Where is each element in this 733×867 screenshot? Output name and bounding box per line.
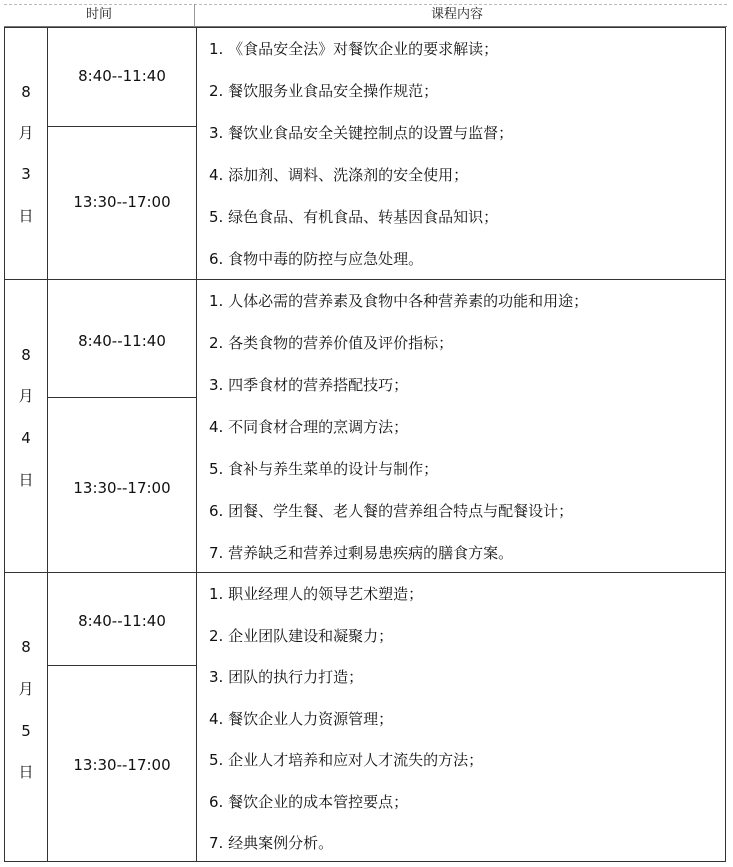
afternoon-time: 13:30--17:00 [73,193,171,211]
course-item: 3. 四季食材的营养搭配技巧； [209,376,409,394]
day-block-2 [4,279,726,573]
course-item: 5. 绿色食品、有机食品、转基因食品知识； [209,208,499,226]
course-item: 1. 人体必需的营养素及食物中各种营养素的功能和用途； [209,292,589,310]
course-item: 6. 食物中毒的防控与应急处理。 [209,250,424,268]
course-item: 2. 企业团队建设和凝聚力； [209,627,394,645]
morning-slot [48,573,196,666]
course-item: 3. 团队的执行力打造； [209,668,364,686]
morning-slot [48,28,196,127]
course-item: 2. 餐饮服务业食品安全操作规范； [209,82,439,100]
header-content-label: 课程内容 [431,7,484,22]
course-item: 7. 经典案例分析。 [209,834,334,852]
afternoon-slot [48,398,196,572]
time-cell [48,573,197,861]
morning-slot [48,280,196,398]
morning-time: 8:40--11:40 [78,332,166,350]
course-item: 6. 团餐、学生餐、老人餐的营养组合特点与配餐设计； [209,502,574,520]
header-time-label: 时间 [86,7,113,22]
course-item: 6. 餐饮企业的成本管控要点； [209,793,409,811]
afternoon-slot [48,666,196,861]
course-item: 5. 企业人才培养和应对人才流失的方法； [209,751,484,769]
content-cell [197,28,725,279]
time-cell [48,28,197,279]
date-char: 月 [18,680,34,698]
course-item: 4. 不同食材合理的烹调方法； [209,418,409,436]
date-char: 日 [18,471,34,489]
course-item: 3. 餐饮业食品安全关键控制点的设置与监督； [209,124,514,142]
content-cell [197,280,725,572]
afternoon-time: 13:30--17:00 [73,479,171,497]
header-time-cell [4,4,195,27]
date-char: 月 [18,387,34,405]
morning-time: 8:40--11:40 [78,67,166,85]
date-char: 8 [21,638,31,656]
date-char: 8 [21,83,31,101]
date-char: 3 [21,165,31,183]
date-cell [5,280,48,572]
course-item: 4. 添加剂、调料、洗涤剂的安全使用； [209,166,469,184]
content-cell [197,573,725,861]
afternoon-time: 13:30--17:00 [73,756,171,774]
day-block-1 [4,27,726,280]
course-item: 4. 餐饮企业人力资源管理； [209,710,394,728]
course-item: 7. 营养缺乏和营养过剩易患疾病的膳食方案。 [209,544,514,562]
date-char: 5 [21,722,31,740]
date-char: 日 [18,763,34,781]
header-content-cell [195,4,727,27]
course-item: 1. 《食品安全法》对餐饮企业的要求解读； [209,40,499,58]
course-item: 5. 食补与养生菜单的设计与制作； [209,460,439,478]
afternoon-slot [48,127,196,279]
date-cell [5,28,48,279]
course-item: 1. 职业经理人的领导艺术塑造； [209,585,424,603]
date-char: 4 [21,429,31,447]
date-char: 月 [18,124,34,142]
date-char: 8 [21,346,31,364]
day-block-3 [4,572,726,862]
course-item: 2. 各类食物的营养价值及评价指标； [209,334,454,352]
morning-time: 8:40--11:40 [78,612,166,630]
date-char: 日 [18,207,34,225]
schedule-table [4,4,727,862]
date-cell [5,573,48,861]
time-cell [48,280,197,572]
